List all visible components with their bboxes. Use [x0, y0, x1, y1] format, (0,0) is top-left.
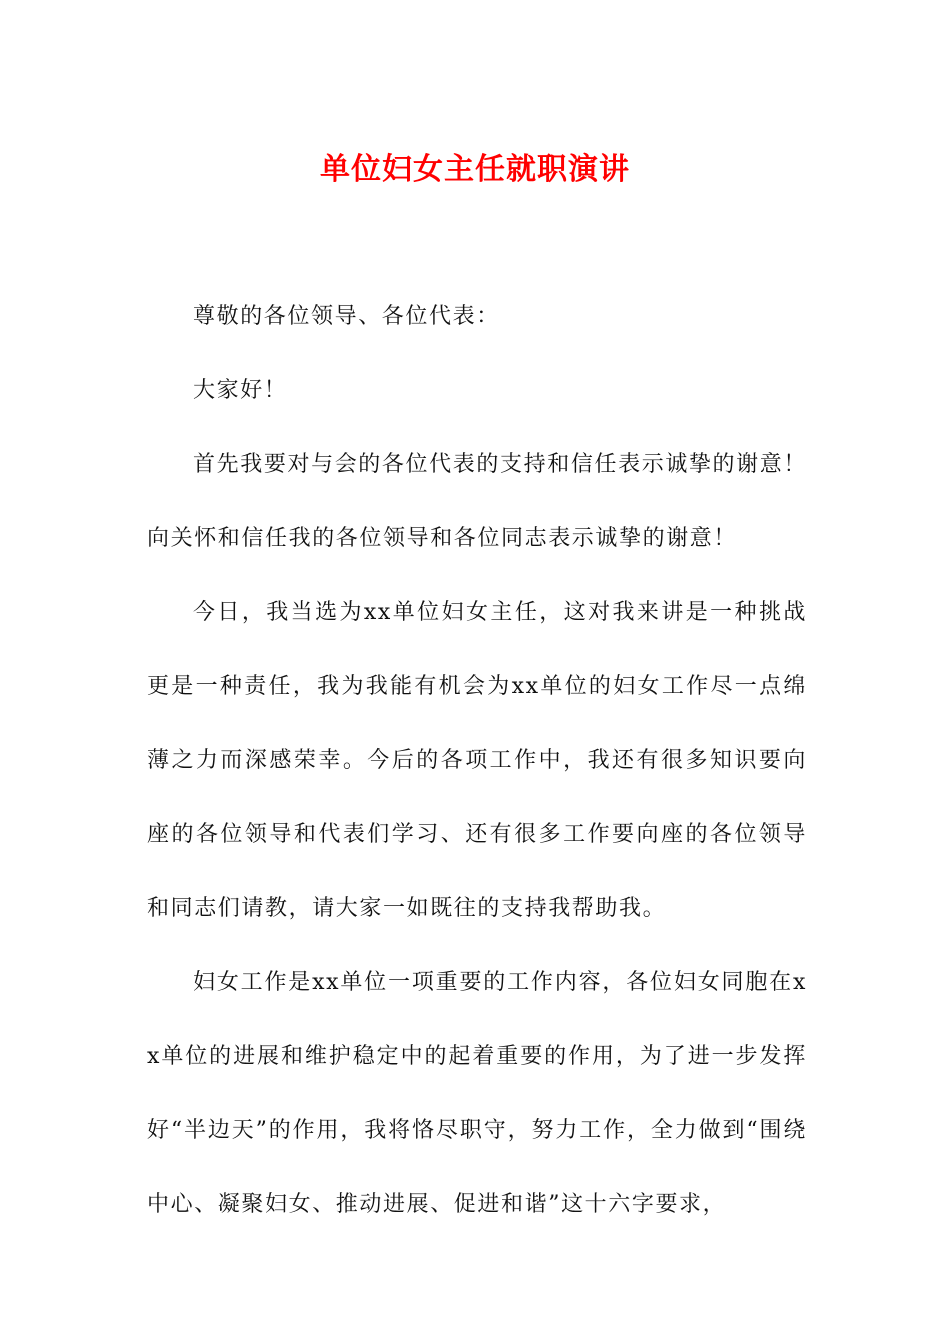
document-body — [147, 280, 807, 1242]
thanks-paragraph: 首先我要对与会的各位代表的支持和信任表示诚挚的谢意！向关怀和信任我的各位领导和各位同志表示诚挚的谢意！ — [147, 452, 807, 551]
salutation-paragraph: 尊敬的各位领导、各位代表： — [193, 304, 500, 329]
women-work-paragraph: 妇女工作是xx单位一项重要的工作内容，各位妇女同胞在xx单位的进展和维护稳定中的起着重要的作用，为了进一步发挥好“半边天”的作用，我将恪尽职守，努力工作，全力做到“围绕中心、凝聚妇女、推动进展、促进和谐”这十六字要求， — [147, 970, 807, 1217]
greeting-paragraph: 大家好！ — [193, 378, 288, 403]
appointment-paragraph: 今日，我当选为xx单位妇女主任，这对我来讲是一种挑战更是一种责任，我为我能有机会为xx单位的妇女工作尽一点绵薄之力而深感荣幸。今后的各项工作中，我还有很多知识要向座的各位领导和代表们学习、还有很多工作要向座的各位领导和同志们请教，请大家一如既往的支持我帮助我。 — [147, 600, 807, 921]
document-title: 单位妇女主任就职演讲 — [320, 152, 630, 187]
